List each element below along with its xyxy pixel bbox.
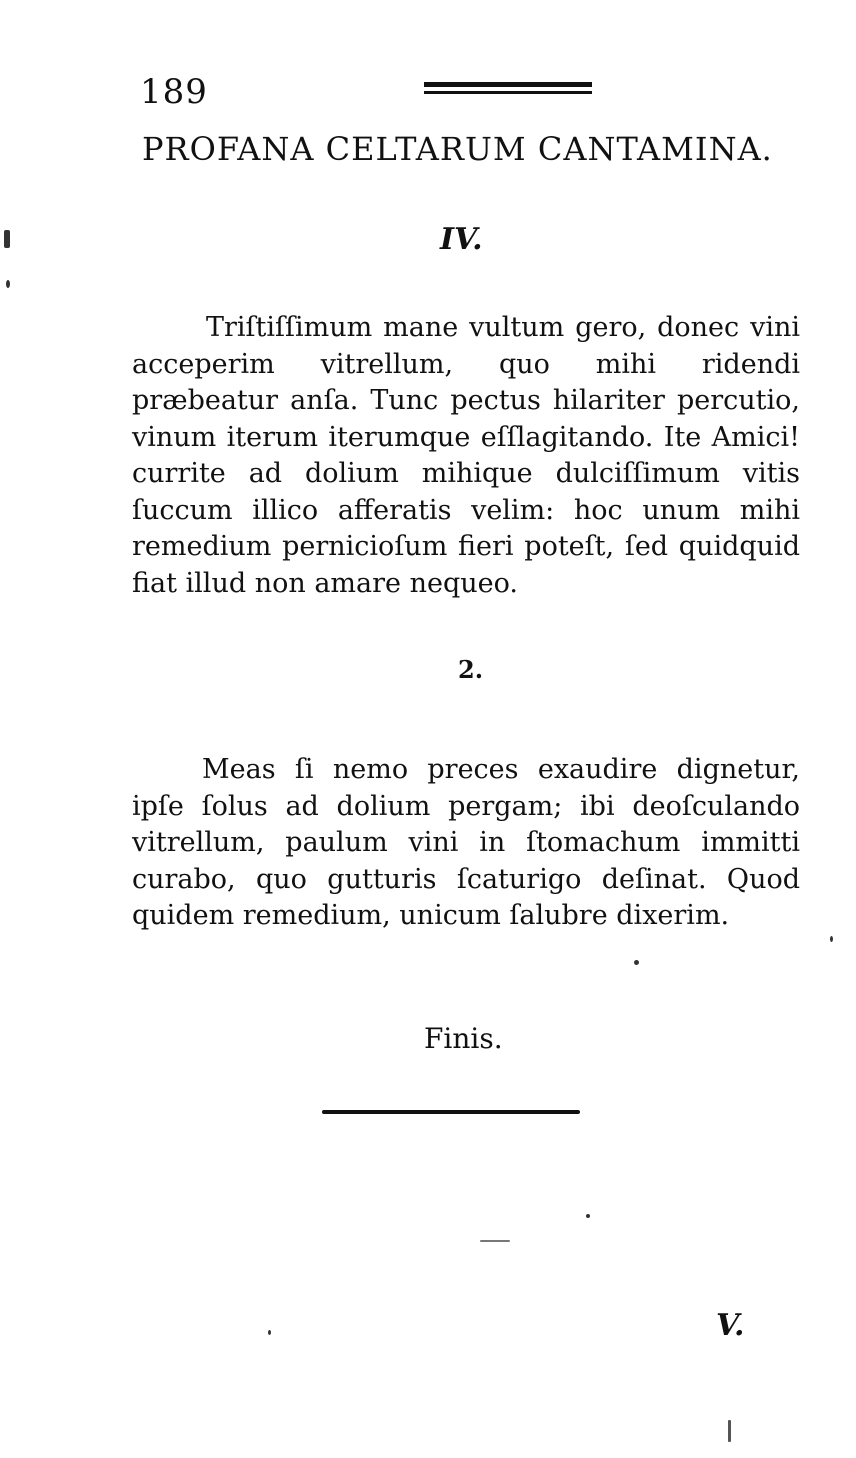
paragraph-2: Meas ſi nemo preces exaudire dignetur, ipſe ſolus ad dolium pergam; ibi deoſculando vitrellum, paulum vini in ſtomachum immitti curabo, quo gutturis ſcaturigo deſinat. Quod quidem remedium, unicum ſalubre dixerim. xyxy=(132,754,800,931)
section-numeral: IV. xyxy=(440,222,483,257)
finis-label: Finis. xyxy=(424,1022,503,1055)
speck xyxy=(480,1240,510,1242)
speck xyxy=(728,1420,731,1442)
speck xyxy=(268,1330,271,1335)
speck xyxy=(830,936,833,942)
catchword: V. xyxy=(716,1308,745,1343)
speck xyxy=(586,1214,590,1218)
subsection-number: 2. xyxy=(458,655,484,684)
end-rule xyxy=(322,1110,580,1114)
speck xyxy=(6,280,10,288)
speck xyxy=(4,230,10,248)
speck xyxy=(634,960,639,965)
running-head: PROFANA CELTARUM CANTAMINA. xyxy=(142,130,773,168)
page-number: 189 xyxy=(140,72,208,112)
header-rule xyxy=(424,82,592,94)
paragraph-1: Triſtiſſimum mane vultum gero, donec vini acceperim vitrellum, quo mihi ridendi præbeatur anſa. Tunc pectus hilariter percutio, vinum iterum iterumque eſſlagitando. Ite Amici! currite ad dolium mihique dulciſſimum vitis ſuccum illico afferatis velim: hoc unum mihi remedium pernicioſum fieri poteſt, ſed quidquid fiat illud non amare nequeo. xyxy=(132,312,800,599)
